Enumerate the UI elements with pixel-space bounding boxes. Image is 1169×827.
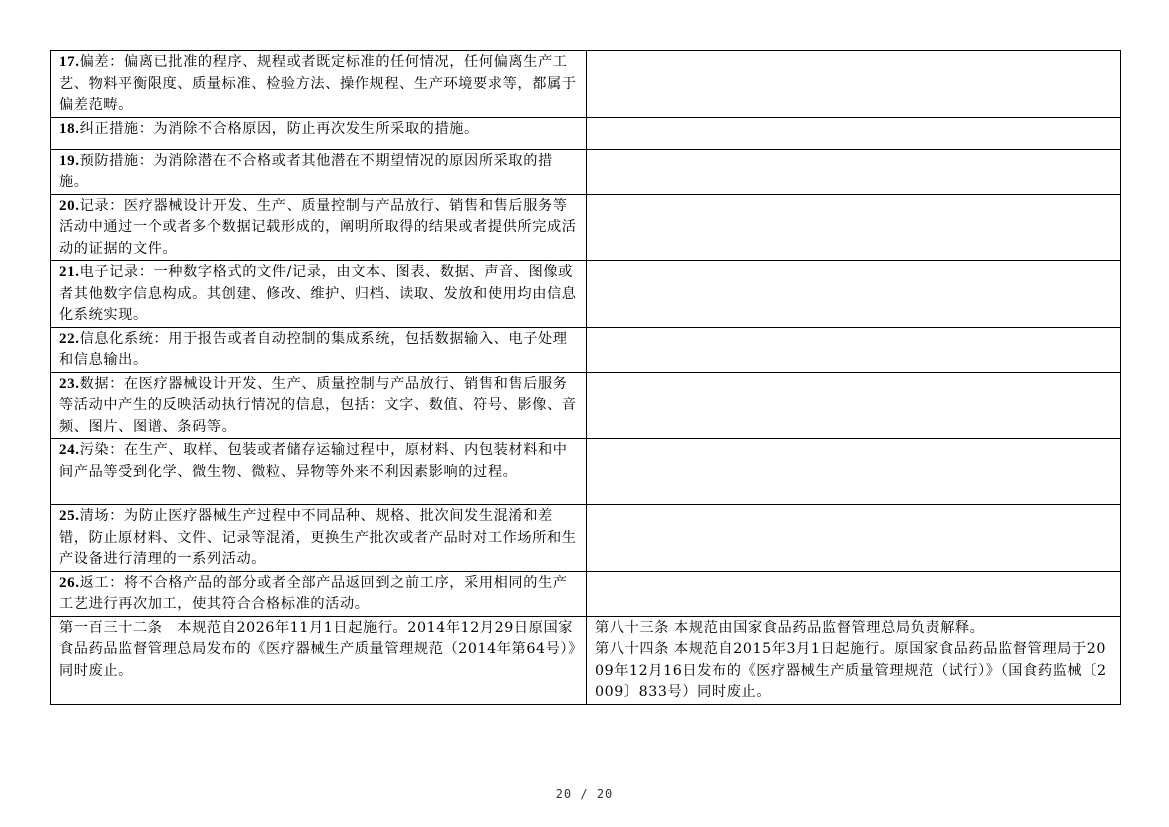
table-row-final-articles bbox=[51, 616, 1121, 704]
definition-text: 返工：将不合格产品的部分或者全部产品返回到之前工序，采用相同的生产工艺进行再次加工，使其符合合格标准的活动。 bbox=[59, 574, 568, 612]
definition-number: 17. bbox=[59, 54, 80, 70]
definition-number: 24. bbox=[59, 442, 80, 458]
definition-number: 20. bbox=[59, 197, 80, 214]
table-row bbox=[51, 505, 1121, 572]
new-definition-cell bbox=[51, 51, 587, 118]
new-definition-cell bbox=[51, 117, 587, 149]
definition-text: 数据：在医疗器械设计开发、生产、质量控制与产品放行、销售和售后服务等活动中产生的反映活动执行情况的信息，包括：文字、数值、符号、影像、音频、图片、图谱、条码等。 bbox=[59, 375, 577, 435]
table-row bbox=[51, 372, 1121, 439]
new-definition-cell bbox=[51, 194, 587, 261]
definition-number: 21. bbox=[59, 264, 80, 280]
definition-text: 预防措施：为消除潜在不合格或者其他潜在不期望情况的原因所采取的措施。 bbox=[59, 152, 553, 190]
old-definition-cell bbox=[587, 194, 1121, 261]
table-row bbox=[51, 571, 1121, 616]
comparison-table bbox=[50, 50, 1121, 705]
new-definition-cell bbox=[51, 571, 587, 616]
new-definition-cell bbox=[51, 372, 587, 439]
definition-text: 信息化系统：用于报告或者自动控制的集成系统，包括数据输入、电子处理和信息输出。 bbox=[59, 330, 568, 368]
table-row bbox=[51, 117, 1121, 149]
old-article-84: 第八十四条 本规范自2015年3月1日起施行。原国家食品药品监督管理局于2009年12月16日发布的《医疗器械生产质量管理规范（试行）》（国食药监械〔2009〕833号）同时废止。 bbox=[595, 641, 1107, 700]
definition-text: 纠正措施：为消除不合格原因，防止再次发生所采取的措施。 bbox=[79, 120, 479, 137]
old-definition-cell bbox=[587, 439, 1121, 505]
definition-text: 清场：为防止医疗器械生产过程中不同品种、规格、批次间发生混淆和差错，防止原材料、文件、记录等混淆，更换生产批次或者产品时对工作场所和生产设备进行清理的一系列活动。 bbox=[59, 508, 577, 567]
new-definition-cell bbox=[51, 261, 587, 328]
definition-text: 电子记录：一种数字格式的文件/记录，由文本、图表、数据、声音、图像或者其他数字信息构成。其创建、修改、维护、归档、读取、发放和使用均由信息化系统实现。 bbox=[59, 264, 577, 323]
definition-number: 19. bbox=[59, 152, 80, 169]
old-article-83: 第八十三条 本规范由国家食品药品监督管理总局负责解释。 bbox=[595, 619, 985, 636]
definition-number: 25. bbox=[59, 508, 80, 524]
definition-text: 污染：在生产、取样、包装或者储存运输过程中，原材料、内包装材料和中间产品等受到化学、微生物、微粒、异物等外来不利因素影响的过程。 bbox=[59, 442, 568, 480]
new-definition-cell bbox=[51, 439, 587, 505]
definition-number: 22. bbox=[59, 330, 80, 347]
table-row bbox=[51, 51, 1121, 118]
old-definition-cell bbox=[587, 372, 1121, 439]
table-row bbox=[51, 261, 1121, 328]
old-definition-cell bbox=[587, 117, 1121, 149]
old-articles-cell bbox=[587, 616, 1121, 704]
table-row bbox=[51, 439, 1121, 505]
new-article-132-cell: 第一百三十二条 本规范自2026年11月1日起施行。2014年12月29日原国家食品药品监督管理总局发布的《医疗器械生产质量管理规范（2014年第64号）》同时废止。 bbox=[51, 616, 587, 704]
old-definition-cell bbox=[587, 571, 1121, 616]
new-definition-cell bbox=[51, 149, 587, 194]
old-definition-cell bbox=[587, 505, 1121, 572]
table-row bbox=[51, 327, 1121, 372]
new-definition-cell bbox=[51, 505, 587, 572]
definition-number: 23. bbox=[59, 375, 80, 392]
definition-text: 偏差：偏离已批准的程序、规程或者既定标准的任何情况，任何偏离生产工艺、物料平衡限度、质量标准、检验方法、操作规程、生产环境要求等，都属于偏差范畴。 bbox=[59, 54, 577, 113]
old-definition-cell bbox=[587, 327, 1121, 372]
table-row bbox=[51, 149, 1121, 194]
page-number: 20 / 20 bbox=[555, 787, 614, 801]
table-row bbox=[51, 194, 1121, 261]
definition-text: 记录：医疗器械设计开发、生产、质量控制与产品放行、销售和售后服务等活动中通过一个或者多个数据记载形成的，阐明所取得的结果或者提供所完成活动的证据的文件。 bbox=[59, 197, 577, 257]
new-definition-cell bbox=[51, 327, 587, 372]
old-definition-cell bbox=[587, 261, 1121, 328]
old-definition-cell bbox=[587, 51, 1121, 118]
old-definition-cell bbox=[587, 149, 1121, 194]
definition-number: 18. bbox=[59, 120, 80, 137]
definition-number: 26. bbox=[59, 574, 80, 591]
